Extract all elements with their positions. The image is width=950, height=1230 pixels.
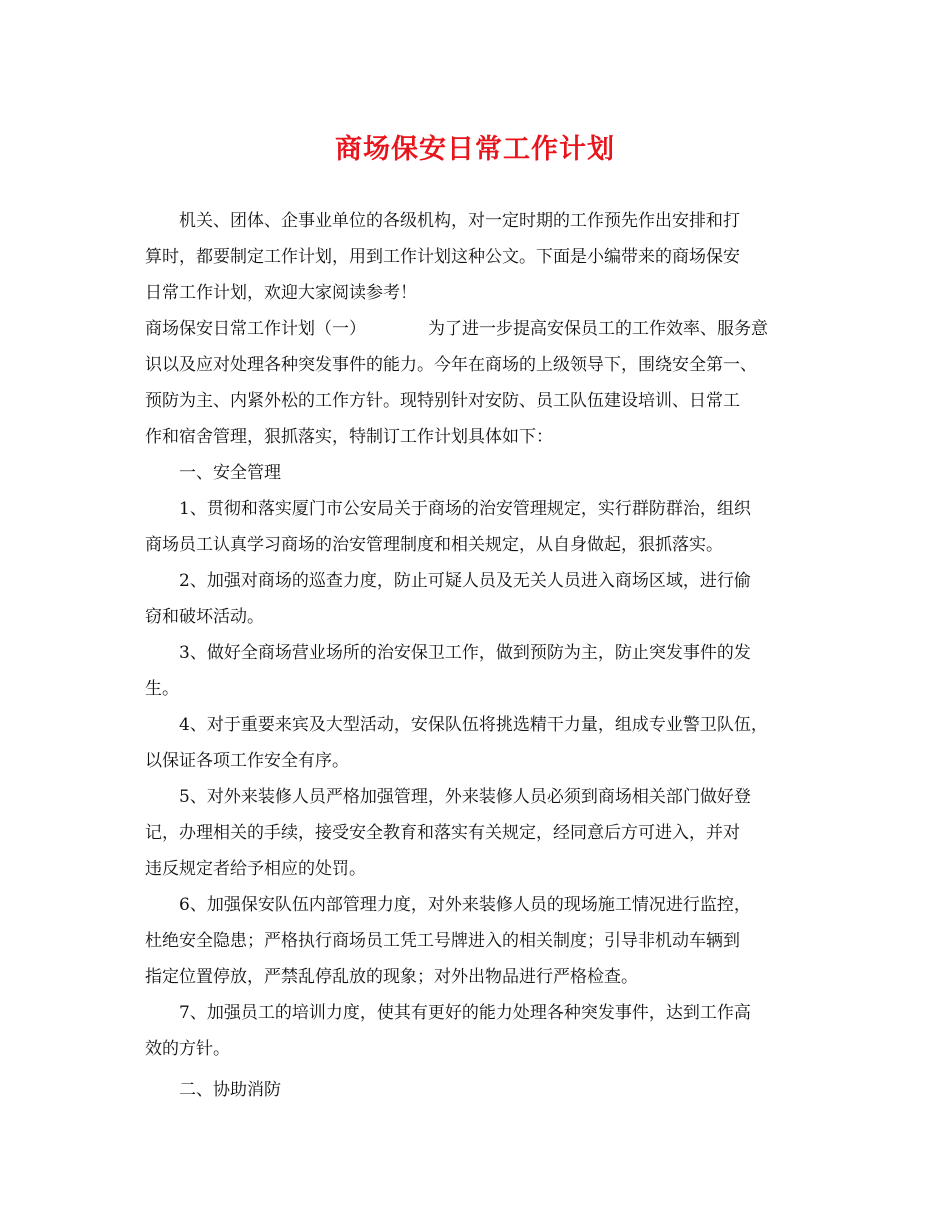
text-line: 记，办理相关的手续，接受安全教育和落实有关规定，经同意后方可进入，并对	[145, 823, 740, 843]
text-line: 杜绝安全隐患；严格执行商场员工凭工号牌进入的相关制度；引导非机动车辆到	[145, 931, 740, 951]
text-line: 作和宿舍管理，狠抓落实，特制订工作计划具体如下：	[145, 427, 553, 447]
list-item	[145, 707, 817, 779]
list-item	[145, 635, 817, 707]
paragraph-intro	[145, 203, 817, 311]
list-item	[145, 995, 817, 1067]
text-line: 1、贯彻和落实厦门市公安局关于商场的治安管理规定，实行群防群治，组织	[179, 499, 751, 519]
text-line: 3、做好全商场营业场所的治安保卫工作，做到预防为主，防止突发事件的发	[179, 643, 751, 663]
text-line: 窃和破坏活动。	[145, 607, 264, 627]
document-title: 商场保安日常工作计划	[335, 134, 615, 165]
list-item	[145, 491, 817, 563]
plan-heading: 商场保安日常工作计划（一）	[145, 319, 366, 339]
text-line: 7、加强员工的培训力度，使其有更好的能力处理各种突发事件，达到工作高	[179, 1003, 751, 1023]
text-line: 预防为主、内紧外松的工作方针。现特别针对安防、员工队伍建设培训、日常工	[145, 391, 740, 411]
paragraph-plan-one	[145, 311, 817, 455]
document-body	[145, 203, 817, 1108]
text-line: 指定位置停放，严禁乱停乱放的现象；对外出物品进行严格检查。	[145, 967, 638, 987]
text-line: 5、对外来装修人员严格加强管理，外来装修人员必须到商场相关部门做好登	[179, 787, 751, 807]
text-line: 违反规定者给予相应的处罚。	[145, 859, 366, 879]
text-line: 识以及应对处理各种突发事件的能力。今年在商场的上级领导下，围绕安全第一、	[145, 355, 757, 375]
text-line: 日常工作计划，欢迎大家阅读参考！	[145, 283, 417, 303]
text-line: 以保证各项工作安全有序。	[145, 751, 349, 771]
text-line: 机关、团体、企事业单位的各级机构，对一定时期的工作预先作出安排和打	[179, 211, 740, 231]
text-line	[145, 311, 817, 347]
list-item	[145, 779, 817, 887]
text-line: 2、加强对商场的巡查力度，防止可疑人员及无关人员进入商场区域，进行偷	[179, 571, 751, 591]
section-heading: 一、安全管理	[179, 463, 281, 483]
text-line: 效的方针。	[145, 1039, 230, 1059]
text-line: 4、对于重要来宾及大型活动，安保队伍将挑选精干力量，组成专业警卫队伍，	[179, 715, 768, 735]
list-item	[145, 887, 817, 995]
section-heading: 二、协助消防	[179, 1080, 281, 1100]
plan-text: 为了进一步提高安保员工的工作效率、服务意	[428, 319, 768, 339]
text-line: 商场员工认真学习商场的治安管理制度和相关规定，从自身做起，狠抓落实。	[145, 535, 723, 555]
text-line: 算时，都要制定工作计划，用到工作计划这种公文。下面是小编带来的商场保安	[145, 247, 740, 267]
list-item	[145, 563, 817, 635]
text-line: 6、加强保安队伍内部管理力度，对外来装修人员的现场施工情况进行监控，	[179, 895, 751, 915]
text-line: 生。	[145, 679, 179, 699]
